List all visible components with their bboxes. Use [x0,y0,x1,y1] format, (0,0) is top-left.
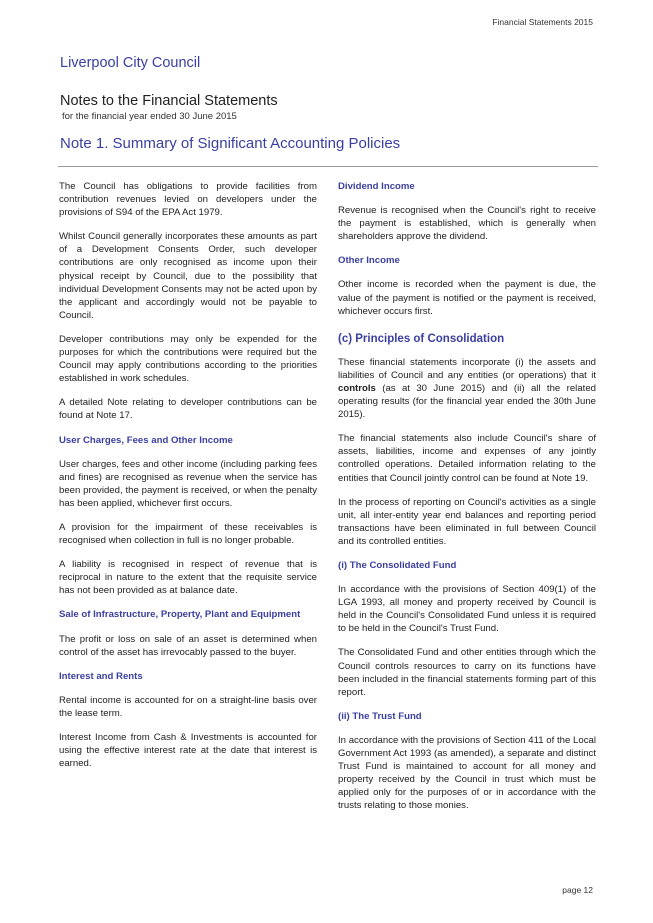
divider [58,166,598,167]
paragraph: Other income is recorded when the payment is due, the value of the payment is notified or the payment is received, whichever occurs first. [338,279,596,317]
emphasis-controls: controls [338,382,376,394]
section-heading-consolidated-fund: (i) The Consolidated Fund [338,559,457,571]
page-title: Notes to the Financial Statements [60,93,278,109]
section-heading-trust-fund: (ii) The Trust Fund [338,710,422,722]
section-heading-other-income: Other Income [338,255,400,267]
paragraph [338,356,596,421]
section-heading-consolidation: (c) Principles of Consolidation [338,332,505,345]
note-heading: Note 1. Summary of Significant Accounting Policies [60,135,401,152]
paragraph: In accordance with the provisions of Section 411 of the Local Government Act 1993 (as amended), a separate and distinct Trust Fund is maintained to account for all money and property received by the Council in trust which must be applied only for the purposes of or in accordance with the trusts relating to those monies. [338,734,596,812]
document-header-label: Financial Statements 2015 [492,17,593,27]
council-name: Liverpool City Council [60,55,201,71]
right-column [338,180,596,823]
paragraph: User charges, fees and other income (including parking fees and fines) are recognised as revenue when the service has been provided, the payment is received, or when the penalty has been applied, whichever first occurs. [59,458,317,509]
paragraph: The financial statements also include Council's share of assets, liabilities, income and expenses of any jointly controlled operations. Detailed information relating to the entities that Council jointly control can be found at Note 19. [338,433,596,484]
paragraph: A provision for the impairment of these receivables is recognised when collection in full is no longer probable. [59,521,317,547]
paragraph: Interest Income from Cash & Investments is accounted for using the effective interest rate at the date that interest is earned. [59,732,317,770]
paragraph: In accordance with the provisions of Section 409(1) of the LGA 1993, all money and property received by Council is held in the Council's Consolidated Fund unless it is required to be held in the Council's Trust Fund. [338,584,596,635]
paragraph: The Council has obligations to provide facilities from contribution revenues levied on developers under the provisions of S94 of the EPA Act 1979. [59,181,317,219]
paragraph: Whilst Council generally incorporates these amounts as part of a Development Consents Order, such developer contributions are only recognised as income upon their physical receipt by Council, due to the possibility that individual Development Consents may not be acted upon by the applicant and accordingly would not be payable to Council. [59,231,317,321]
text-run: These financial statements incorporate (i) the assets and liabilities of Council and any entities (or operations) that it [338,356,596,381]
left-column [59,180,317,781]
paragraph: The Consolidated Fund and other entities through which the Council controls resources to carry on its functions have been included in the financial statements forming part of this report. [338,647,596,698]
paragraph: A detailed Note relating to developer contributions can be found at Note 17. [59,397,317,422]
paragraph: A liability is recognised in respect of revenue that is reciprocal in nature to the extent that the requisite service has not been provided as at balance date. [59,559,317,597]
section-heading-user-charges: User Charges, Fees and Other Income [59,434,233,446]
section-heading-dividend-income: Dividend Income [338,181,415,192]
paragraph: The profit or loss on sale of an asset is determined when control of the asset has irrevocably passed to the buyer. [59,633,317,658]
paragraph: In the process of reporting on Council's activities as a single unit, all inter-entity year end balances and reporting period transactions have been eliminated in full between Council and its controlled entities. [338,496,596,547]
paragraph: Developer contributions may only be expended for the purposes for which the contributions were required but the Council may apply contributions according to the priorities established in work schedules. [59,333,317,385]
page-subtitle: for the financial year ended 30 June 2015 [62,111,237,122]
section-heading-sale-of-assets: Sale of Infrastructure, Property, Plant and Equipment [59,609,301,621]
paragraph: Revenue is recognised when the Council's right to receive the payment is established, which is generally when shareholders approve the dividend. [338,205,596,243]
section-heading-interest-rents: Interest and Rents [59,670,143,682]
paragraph: Rental income is accounted for on a straight-line basis over the lease term. [59,694,317,719]
page-number: page 12 [562,885,593,895]
text-run: (as at 30 June 2015) and (ii) all the related operating results (for the financial year ended the 30th June 2015). [338,382,596,421]
